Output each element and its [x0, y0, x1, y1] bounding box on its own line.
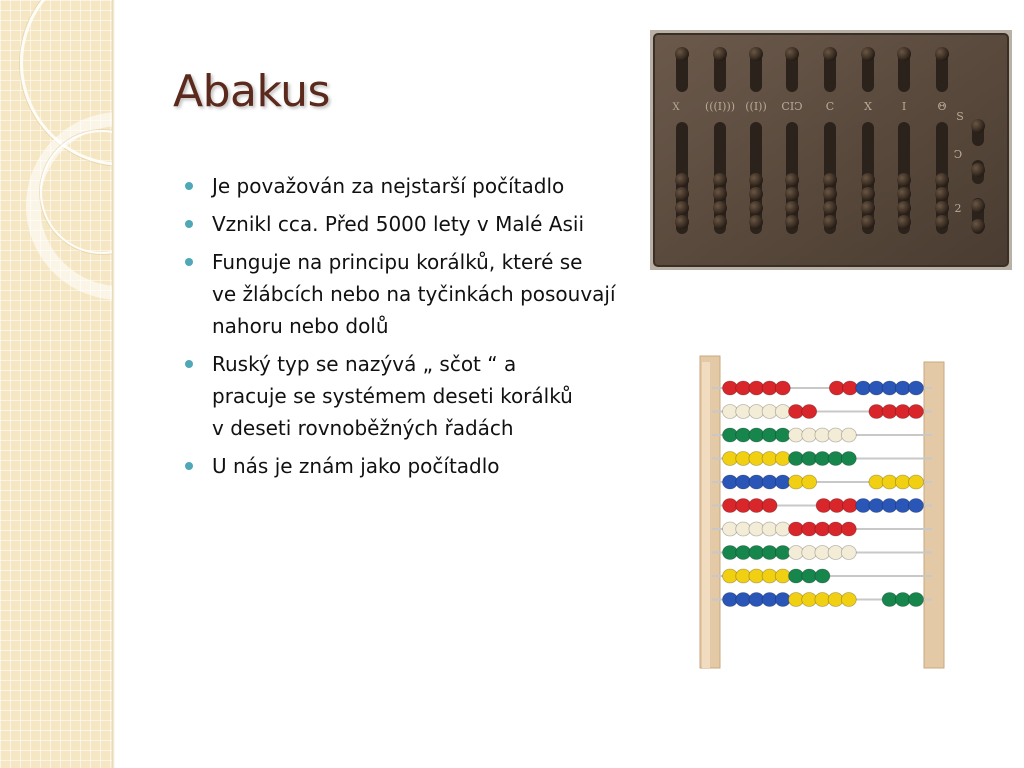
- bead: [856, 499, 871, 513]
- bead: [909, 381, 924, 395]
- bead: [823, 201, 837, 215]
- bead: [869, 499, 884, 513]
- bead: [749, 215, 763, 229]
- bead: [749, 47, 763, 61]
- bead: [829, 499, 844, 513]
- bead: [815, 522, 830, 536]
- bead: [843, 381, 858, 395]
- bead: [935, 47, 949, 61]
- side-strip-edge: [112, 0, 115, 768]
- bead: [762, 546, 777, 560]
- bullet-text-line: Vznikl cca. Před 5000 lety v Malé Asii: [212, 212, 585, 236]
- bead: [775, 405, 790, 419]
- bead: [749, 522, 764, 536]
- bead: [815, 593, 830, 607]
- bead: [723, 499, 738, 513]
- bead: [861, 201, 875, 215]
- bead: [762, 475, 777, 489]
- bead: [935, 187, 949, 201]
- bead: [882, 381, 897, 395]
- engraved-symbol: X: [864, 100, 872, 113]
- bead: [749, 546, 764, 560]
- bead: [789, 546, 804, 560]
- bead: [775, 569, 790, 583]
- bead: [829, 381, 844, 395]
- bead: [841, 593, 856, 607]
- bead: [815, 452, 830, 466]
- bead: [775, 381, 790, 395]
- bead: [897, 187, 911, 201]
- bead: [785, 187, 799, 201]
- bead: [736, 593, 751, 607]
- engraved-symbol: 2: [954, 202, 962, 215]
- bullet-dot-icon: [185, 462, 193, 470]
- bullet-text-line: Funguje na principu korálků, které se: [212, 250, 583, 274]
- bead: [749, 405, 764, 419]
- bead: [856, 381, 871, 395]
- bead: [723, 452, 738, 466]
- roman-abacus-image: [650, 30, 1012, 270]
- bead: [736, 381, 751, 395]
- bead: [802, 546, 817, 560]
- bullet-text-line: U nás je znám jako počítadlo: [212, 454, 500, 478]
- bullet-item: [185, 208, 655, 240]
- bead: [736, 428, 751, 442]
- bead: [675, 187, 689, 201]
- bead: [785, 47, 799, 61]
- wooden-abacus-picture: [698, 350, 952, 672]
- bead: [775, 428, 790, 442]
- engraved-symbol: Θ: [937, 100, 947, 113]
- bead: [882, 499, 897, 513]
- bead: [723, 428, 738, 442]
- bead: [749, 381, 764, 395]
- bead: [861, 215, 875, 229]
- bead: [861, 173, 875, 187]
- bullet-text-line: nahoru nebo dolů: [212, 314, 389, 338]
- bead: [785, 201, 799, 215]
- engraved-symbol: X: [672, 102, 680, 113]
- bead: [749, 187, 763, 201]
- bead: [882, 405, 897, 419]
- bead: [971, 119, 985, 133]
- bullet-text-line: v deseti rovnoběžných řadách: [212, 416, 514, 440]
- bead: [802, 569, 817, 583]
- bead: [736, 522, 751, 536]
- bead: [816, 499, 831, 513]
- bead: [897, 215, 911, 229]
- bead: [841, 522, 856, 536]
- bead: [789, 475, 804, 489]
- bead: [823, 173, 837, 187]
- bullet-dot-icon: [185, 220, 193, 228]
- bullet-dot-icon: [185, 360, 193, 368]
- bead: [762, 569, 777, 583]
- bead: [675, 47, 689, 61]
- bullet-list: [185, 170, 655, 488]
- bead: [713, 47, 727, 61]
- bead: [909, 475, 924, 489]
- bullet-item: [185, 450, 655, 482]
- bullet-dot-icon: [185, 182, 193, 190]
- roman-abacus-picture: [650, 30, 1012, 270]
- bead: [828, 593, 843, 607]
- engraved-symbol: (((I))): [704, 100, 736, 113]
- bead: [869, 381, 884, 395]
- bead: [823, 187, 837, 201]
- bead: [895, 499, 910, 513]
- bead: [762, 405, 777, 419]
- bead: [802, 452, 817, 466]
- bead: [789, 452, 804, 466]
- bead: [869, 405, 884, 419]
- bead: [802, 593, 817, 607]
- bead: [815, 546, 830, 560]
- bead: [749, 569, 764, 583]
- bullet-item: [185, 348, 655, 444]
- bead: [882, 593, 897, 607]
- bead: [736, 452, 751, 466]
- bead: [675, 201, 689, 215]
- bead: [736, 569, 751, 583]
- bead: [909, 405, 924, 419]
- bead: [861, 47, 875, 61]
- bead: [802, 475, 817, 489]
- bead: [723, 522, 738, 536]
- bead: [785, 173, 799, 187]
- bead: [935, 173, 949, 187]
- bullet-text-line: Ruský typ se nazývá „ sčot “ a: [212, 352, 517, 376]
- bead: [775, 522, 790, 536]
- engraved-symbol: ((I)): [745, 100, 767, 113]
- bead: [762, 452, 777, 466]
- engraved-symbol: CIↃ: [781, 100, 803, 113]
- bullet-text-line: pracuje se systémem deseti korálků: [212, 384, 573, 408]
- bead: [897, 47, 911, 61]
- engraved-symbol: C: [825, 100, 835, 113]
- bead: [815, 428, 830, 442]
- bead: [935, 201, 949, 215]
- bead: [713, 215, 727, 229]
- bead: [749, 201, 763, 215]
- bullet-dot-icon: [185, 258, 193, 266]
- wooden-abacus-image: [698, 350, 952, 672]
- bullet-item: [185, 170, 655, 202]
- bead: [713, 201, 727, 215]
- bead: [749, 499, 764, 513]
- bead: [897, 201, 911, 215]
- bead: [909, 499, 924, 513]
- bead: [935, 215, 949, 229]
- bead: [895, 593, 910, 607]
- bead: [971, 219, 985, 233]
- bead: [723, 546, 738, 560]
- bead: [869, 475, 884, 489]
- decorative-side-strip: [0, 0, 112, 768]
- bead: [828, 546, 843, 560]
- bead: [762, 381, 777, 395]
- engraved-symbol: S: [956, 110, 964, 123]
- bead: [861, 187, 875, 201]
- bead: [895, 475, 910, 489]
- bead: [736, 546, 751, 560]
- bead: [971, 199, 985, 213]
- engraved-symbol: Ↄ: [953, 148, 963, 161]
- bead: [749, 593, 764, 607]
- bead: [775, 593, 790, 607]
- bead: [841, 452, 856, 466]
- bead: [841, 546, 856, 560]
- bead: [723, 475, 738, 489]
- bead: [841, 428, 856, 442]
- bead: [749, 173, 763, 187]
- bead: [675, 215, 689, 229]
- bead: [762, 522, 777, 536]
- bead: [713, 173, 727, 187]
- bead: [802, 522, 817, 536]
- bead: [802, 428, 817, 442]
- bead: [736, 475, 751, 489]
- slide-title: Abakus: [173, 66, 330, 117]
- bead: [775, 452, 790, 466]
- bead: [675, 173, 689, 187]
- bead: [815, 569, 830, 583]
- bead: [895, 381, 910, 395]
- bead: [823, 215, 837, 229]
- bead: [802, 405, 817, 419]
- bead: [828, 452, 843, 466]
- bead: [785, 215, 799, 229]
- bead: [789, 522, 804, 536]
- bead: [897, 173, 911, 187]
- bead: [789, 405, 804, 419]
- bead: [789, 569, 804, 583]
- bead: [762, 593, 777, 607]
- bead: [828, 522, 843, 536]
- bead: [828, 428, 843, 442]
- bead: [895, 405, 910, 419]
- bead: [775, 475, 790, 489]
- bead: [789, 428, 804, 442]
- bead: [971, 163, 985, 177]
- bead: [909, 593, 924, 607]
- bead: [723, 593, 738, 607]
- bead: [723, 405, 738, 419]
- bead: [749, 452, 764, 466]
- bead: [843, 499, 858, 513]
- bead: [723, 569, 738, 583]
- bead: [882, 475, 897, 489]
- bead: [762, 499, 777, 513]
- bead: [749, 475, 764, 489]
- bead: [713, 187, 727, 201]
- bead: [736, 499, 751, 513]
- bead: [749, 428, 764, 442]
- bullet-text-line: ve žlábcích nebo na tyčinkách posouvají: [212, 282, 616, 306]
- bead: [789, 593, 804, 607]
- bead: [723, 381, 738, 395]
- bead: [775, 546, 790, 560]
- bead: [736, 405, 751, 419]
- bullet-item: [185, 246, 655, 342]
- bullet-text-line: Je považován za nejstarší počítadlo: [212, 174, 565, 198]
- engraved-symbol: I: [901, 100, 907, 113]
- bead: [823, 47, 837, 61]
- bead: [762, 428, 777, 442]
